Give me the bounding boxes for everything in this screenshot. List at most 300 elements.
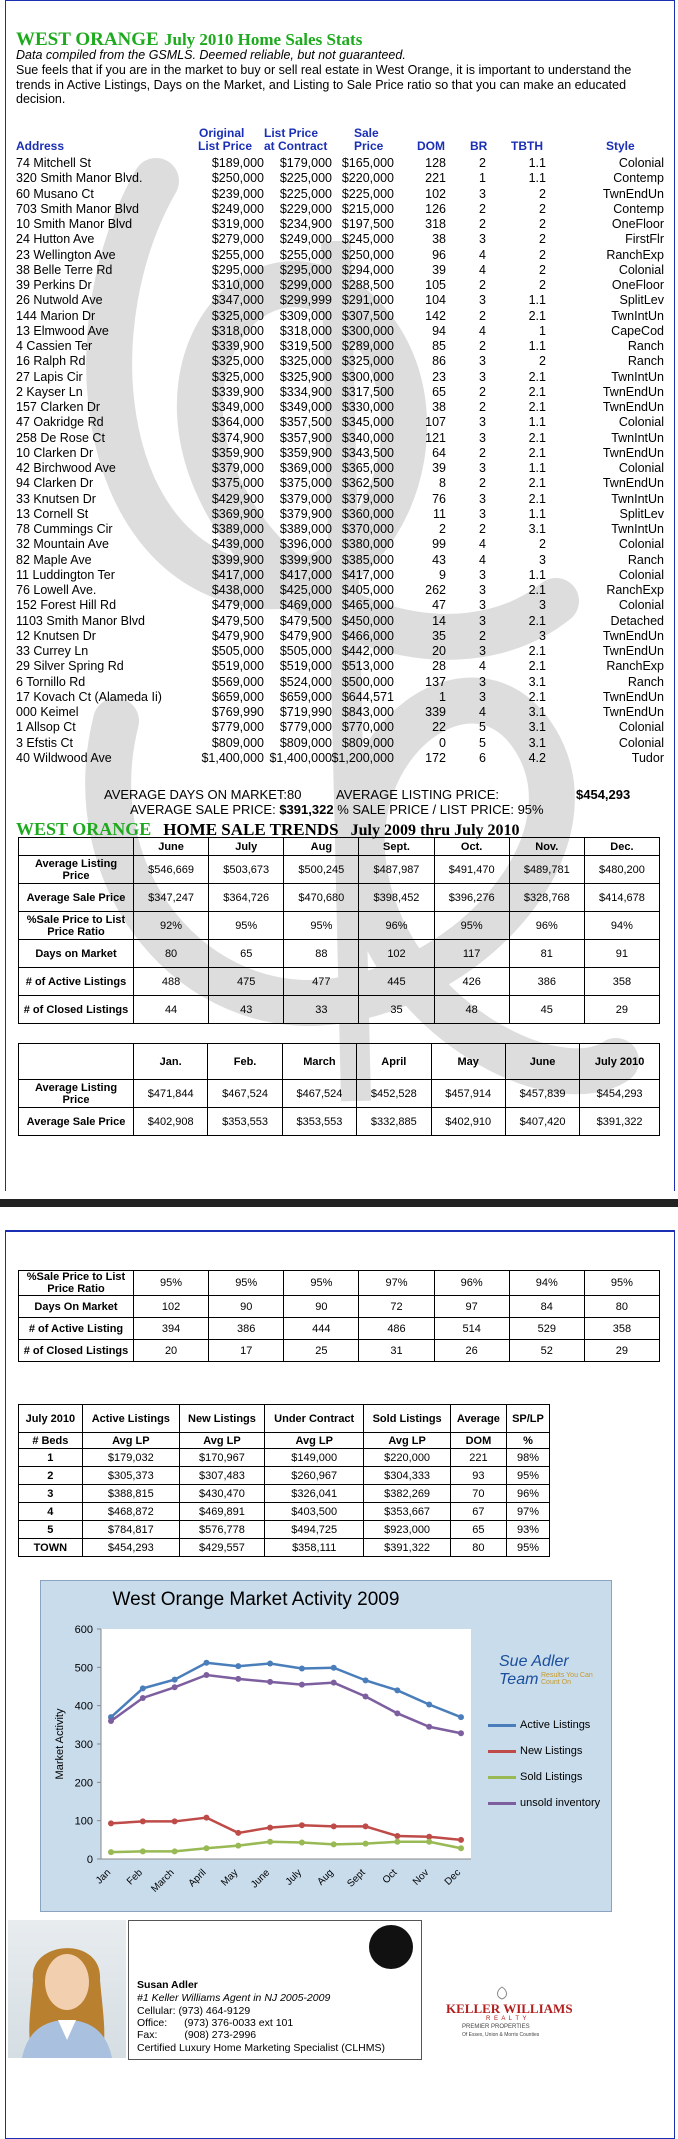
cell-number[interactable]: (973) 464-9129 <box>178 2005 251 2017</box>
listing-contract: $357,900 <box>279 430 332 445</box>
listing-tbth: 3.1 <box>528 735 546 750</box>
listing-sale: $294,000 <box>341 262 394 277</box>
beds-cell-sold: $391,322 <box>364 1539 451 1557</box>
listing-br: 2 <box>479 308 486 323</box>
table-cell: 95% <box>284 912 359 940</box>
table-cell: 94% <box>509 1271 584 1296</box>
table-cell: 92% <box>134 912 209 940</box>
table-cell: $391,322 <box>580 1108 660 1136</box>
listing-dom: 94 <box>432 323 446 338</box>
listing-address: 17 Kovach Ct (Alameda Ii) <box>16 689 162 704</box>
listing-dom: 128 <box>425 156 446 170</box>
listing-orig: $439,000 <box>211 537 264 552</box>
listing-row <box>6 614 674 628</box>
table-cell: 426 <box>434 968 509 996</box>
listing-orig: $295,000 <box>211 262 264 277</box>
listing-contract: $396,000 <box>279 537 332 552</box>
data-point <box>203 1845 209 1851</box>
listing-sale: $307,500 <box>341 308 394 323</box>
listing-br: 4 <box>479 552 486 567</box>
listing-address: 76 Lowell Ave. <box>16 583 97 597</box>
team-tagline: Results You Can Count On <box>541 1672 593 1686</box>
listing-sale: $405,000 <box>341 583 394 597</box>
listing-tbth: 1.1 <box>528 506 546 521</box>
listing-style: Ranch <box>627 339 664 353</box>
beds-cell-active: $388,815 <box>82 1485 179 1503</box>
month-header: Aug <box>284 838 359 856</box>
listing-tbth: 1.1 <box>528 461 546 475</box>
listing-br: 3 <box>479 232 486 247</box>
listing-tbth: 2 <box>539 217 546 231</box>
listing-br: 3 <box>479 598 486 613</box>
listing-sale: $385,000 <box>341 552 394 567</box>
listing-dom: 1 <box>439 689 446 704</box>
header-br: BR <box>470 139 488 153</box>
listing-dom: 126 <box>425 201 446 216</box>
header-original-2: List Price <box>198 139 253 153</box>
y-tick-label: 200 <box>74 1777 93 1790</box>
beds-cell-under: $149,000 <box>265 1449 364 1467</box>
table-cell: 81 <box>509 940 584 968</box>
x-tick-label: Nov <box>410 1867 432 1888</box>
listing-orig: $417,000 <box>211 567 264 582</box>
table-cell: $471,844 <box>134 1080 208 1108</box>
table-cell: 65 <box>209 940 284 968</box>
table-cell: 52 <box>509 1340 584 1362</box>
listing-dom: 99 <box>432 537 446 552</box>
listing-br: 3 <box>479 430 486 445</box>
data-point <box>235 1843 241 1849</box>
listing-row <box>6 720 674 734</box>
listing-style: Colonial <box>618 567 664 582</box>
listing-address: 703 Smith Manor Blvd <box>16 201 139 216</box>
listing-orig: $325,000 <box>211 369 264 384</box>
header-tbth: TBTH <box>511 139 543 153</box>
table-cell: 444 <box>284 1318 359 1340</box>
month-header: June <box>505 1044 579 1080</box>
listing-contract: $524,000 <box>279 674 332 689</box>
listing-dom: 76 <box>432 491 446 506</box>
table-cell: 102 <box>359 940 434 968</box>
table-cell: $328,768 <box>509 884 584 912</box>
listing-address: 24 Hutton Ave <box>16 232 95 247</box>
data-point <box>172 1677 178 1683</box>
listing-row <box>6 278 674 292</box>
table-cell: 117 <box>434 940 509 968</box>
beds-row <box>19 1467 550 1485</box>
listing-dom: 85 <box>432 339 446 353</box>
listing-sale: $300,000 <box>341 369 394 384</box>
listing-sale: $360,000 <box>341 506 394 521</box>
listing-address: 42 Birchwood Ave <box>16 461 116 475</box>
listing-orig: $1,400,000 <box>201 750 264 765</box>
listing-br: 2 <box>479 278 486 292</box>
table-cell: 80 <box>134 940 209 968</box>
month-header: June <box>134 838 209 856</box>
listing-dom: 38 <box>432 232 446 247</box>
data-point <box>331 1665 337 1671</box>
header-sale-2: Price <box>354 139 384 153</box>
data-point <box>140 1695 146 1701</box>
beds-cell-active: $784,817 <box>82 1521 179 1539</box>
listing-orig: $505,000 <box>211 644 264 658</box>
listing-style: TwnEndUn <box>602 628 664 643</box>
listing-style: TwnEndUn <box>602 476 664 491</box>
listing-address: 47 Oakridge Rd <box>16 415 104 430</box>
listing-row <box>6 324 674 338</box>
beds-cell-beds: 2 <box>19 1467 83 1485</box>
listing-tbth: 3.1 <box>528 720 546 735</box>
listing-contract: $1,400,000 <box>269 750 332 765</box>
listing-tbth: 1.1 <box>528 171 546 186</box>
listing-tbth: 1.1 <box>528 415 546 430</box>
listing-dom: 65 <box>432 384 446 399</box>
listing-style: Colonial <box>618 415 664 430</box>
listing-row <box>6 492 674 506</box>
listing-address: 33 Currey Ln <box>16 644 89 658</box>
table-cell: $491,470 <box>434 856 509 884</box>
listing-style: RanchExp <box>606 247 664 262</box>
data-point <box>267 1661 273 1667</box>
beds-cell-active: $179,032 <box>82 1449 179 1467</box>
table-cell: 95% <box>209 1271 284 1296</box>
listing-tbth: 1.1 <box>528 339 546 353</box>
kw-realty: R E A L T Y <box>486 2016 528 2022</box>
month-header: Feb. <box>208 1044 282 1080</box>
avg-dom-label: AVERAGE DAYS ON MARKET: <box>104 787 288 802</box>
table-cell: $467,524 <box>208 1080 282 1108</box>
table-cell: $457,914 <box>431 1080 505 1108</box>
listing-row <box>6 476 674 490</box>
listing-row <box>6 568 674 582</box>
listing-row <box>6 202 674 216</box>
listing-br: 3 <box>479 461 486 475</box>
listing-row <box>6 461 674 475</box>
listing-style: TwnEndUn <box>602 705 664 719</box>
data-point <box>394 1710 400 1716</box>
listing-orig: $318,000 <box>211 323 264 338</box>
beds-cell-splp: 98% <box>506 1449 549 1467</box>
listing-contract: $309,000 <box>279 308 332 323</box>
listing-style: TwnEndUn <box>602 384 664 399</box>
y-tick-label: 0 <box>86 1854 93 1866</box>
listing-sale: $220,000 <box>341 171 394 186</box>
listing-dom: 137 <box>425 674 446 689</box>
listing-orig: $279,000 <box>211 232 264 247</box>
office-number[interactable]: (973) 376-0033 ext 101 <box>184 2017 294 2029</box>
listing-sale: $325,000 <box>341 354 394 369</box>
listing-br: 2 <box>479 217 486 231</box>
listing-address: 38 Belle Terre Rd <box>16 262 113 277</box>
table-row <box>19 968 660 996</box>
beds-header-bottom: Avg LP <box>265 1433 364 1449</box>
header-address: Address <box>16 139 65 153</box>
table-cell: 95% <box>584 1271 659 1296</box>
row-label: %Sale Price to List Price Ratio <box>19 912 134 940</box>
listing-dom: 318 <box>425 217 446 231</box>
table-cell: 45 <box>509 996 584 1024</box>
listing-address: 60 Musano Ct <box>16 186 94 201</box>
row-label: Average Sale Price <box>19 1108 134 1136</box>
beds-cell-new: $430,470 <box>179 1485 264 1503</box>
listing-sale: $245,000 <box>341 232 394 247</box>
listing-contract: $659,000 <box>279 689 332 704</box>
listing-tbth: 3.1 <box>528 522 546 536</box>
beds-cell-sold: $923,000 <box>364 1521 451 1539</box>
listing-address: 29 Silver Spring Rd <box>16 659 124 674</box>
beds-header-bottom: Avg LP <box>364 1433 451 1449</box>
listing-br: 2 <box>479 628 486 643</box>
data-point <box>172 1684 178 1690</box>
listing-tbth: 2 <box>539 537 546 552</box>
data-point <box>235 1830 241 1836</box>
listing-br: 3 <box>479 583 486 597</box>
listing-row <box>6 629 674 643</box>
beds-cell-beds: 3 <box>19 1485 83 1503</box>
listing-tbth: 3 <box>539 552 546 567</box>
agent-title: #1 Keller Williams Agent in NJ 2005-2009 <box>137 1992 331 2004</box>
listing-style: TwnEndUn <box>602 689 664 704</box>
beds-row <box>19 1449 550 1467</box>
listing-sale: $379,000 <box>341 491 394 506</box>
listing-sale: $809,000 <box>341 735 394 750</box>
data-point <box>267 1679 273 1685</box>
beds-header-top: Active Listings <box>82 1405 179 1433</box>
header-contract-1: List Price <box>264 126 319 140</box>
listing-br: 3 <box>479 369 486 384</box>
listing-style: TwnIntUn <box>611 522 664 536</box>
listing-dom: 28 <box>432 659 446 674</box>
listing-br: 3 <box>479 613 486 628</box>
listing-orig: $809,000 <box>211 735 264 750</box>
listing-contract: $225,000 <box>279 186 332 201</box>
listing-sale: $362,500 <box>341 476 394 491</box>
listing-row <box>6 171 674 185</box>
data-point <box>458 1714 464 1720</box>
listing-tbth: 4.2 <box>528 750 546 765</box>
listing-style: Ranch <box>627 552 664 567</box>
listing-sale: $500,000 <box>341 674 394 689</box>
beds-cell-beds: 5 <box>19 1521 83 1539</box>
listing-sale: $442,000 <box>341 644 394 658</box>
table-row <box>19 1080 660 1108</box>
row-label: # of Closed Listings <box>19 1340 134 1362</box>
listing-sale: $330,000 <box>341 400 394 414</box>
beds-cell-splp: 93% <box>506 1521 549 1539</box>
row-label: Days On Market <box>19 1296 134 1318</box>
data-point <box>235 1676 241 1682</box>
listing-sale: $291,000 <box>341 293 394 308</box>
table-row <box>19 912 660 940</box>
data-point <box>394 1833 400 1839</box>
beds-cell-dom: 65 <box>450 1521 506 1539</box>
listing-dom: 142 <box>425 308 446 323</box>
listing-address: 32 Mountain Ave <box>16 537 109 552</box>
row-label: Average Listing Price <box>19 856 134 884</box>
listing-style: Colonial <box>618 461 664 475</box>
table-cell: $454,293 <box>580 1080 660 1108</box>
beds-cell-sold: $382,269 <box>364 1485 451 1503</box>
month-header: Dec. <box>584 838 659 856</box>
table-cell: 386 <box>509 968 584 996</box>
table-cell: $364,726 <box>209 884 284 912</box>
listing-address: 152 Forest Hill Rd <box>16 598 117 613</box>
listing-dom: 11 <box>433 506 446 521</box>
table-cell: 31 <box>359 1340 434 1362</box>
listing-br: 6 <box>479 750 486 765</box>
table-cell: 72 <box>359 1296 434 1318</box>
table-row <box>19 1340 660 1362</box>
listing-orig: $769,990 <box>211 705 264 719</box>
listing-contract: $469,000 <box>279 598 332 613</box>
listing-contract: $349,000 <box>279 400 332 414</box>
listing-row <box>6 415 674 429</box>
table-cell: $489,781 <box>509 856 584 884</box>
listing-dom: 0 <box>439 735 446 750</box>
listing-contract: $809,000 <box>279 735 332 750</box>
listing-br: 4 <box>479 659 486 674</box>
table-cell: 35 <box>359 996 434 1024</box>
trends-table-2010-cont <box>18 1270 660 1362</box>
listing-address: 4 Cassien Ter <box>16 339 93 353</box>
listing-orig: $325,000 <box>211 308 264 323</box>
listing-orig: $479,500 <box>211 613 264 628</box>
listing-address: 144 Marion Dr <box>16 308 96 323</box>
agent-cell <box>137 2005 250 2017</box>
listing-br: 3 <box>479 293 486 308</box>
listing-row <box>6 705 674 719</box>
listing-address: 10 Clarken Dr <box>16 445 94 460</box>
avg-ratio-value: 95% <box>517 802 544 817</box>
beds-header-top: Sold Listings <box>364 1405 451 1433</box>
listing-address: 10 Smith Manor Blvd <box>16 217 133 231</box>
listing-orig: $349,000 <box>211 400 264 414</box>
listing-br: 3 <box>479 644 486 658</box>
beds-cell-new: $429,557 <box>179 1539 264 1557</box>
listing-style: Colonial <box>618 735 664 750</box>
agent-photo <box>8 1920 126 2058</box>
listing-row <box>6 156 674 170</box>
listing-address: 320 Smith Manor Blvd. <box>16 171 143 186</box>
listing-address: 1 Allsop Ct <box>16 720 76 735</box>
table-cell: 96% <box>359 912 434 940</box>
listing-row <box>6 370 674 384</box>
data-point <box>203 1672 209 1678</box>
listing-tbth: 2.1 <box>528 400 546 414</box>
listing-contract: $299,999 <box>279 293 332 308</box>
listing-orig: $310,000 <box>211 278 264 292</box>
listing-br: 2 <box>479 201 486 216</box>
table-cell: $500,245 <box>284 856 359 884</box>
table-cell: 88 <box>284 940 359 968</box>
table-cell: 90 <box>209 1296 284 1318</box>
table-cell: $457,839 <box>505 1080 579 1108</box>
listing-style: OneFloor <box>611 217 664 231</box>
table-cell: 358 <box>584 1318 659 1340</box>
listing-tbth: 2.1 <box>528 491 546 506</box>
listing-contract: $425,000 <box>279 583 332 597</box>
agent-office <box>137 2017 293 2029</box>
table-cell: $467,524 <box>282 1080 356 1108</box>
listing-orig: $255,000 <box>211 247 264 262</box>
x-tick-label: Aug <box>315 1867 336 1888</box>
trends-table-2010 <box>18 1043 660 1136</box>
listing-row <box>6 583 674 597</box>
listing-contract: $234,900 <box>279 217 332 231</box>
listing-address: 13 Cornell St <box>16 506 89 521</box>
listing-br: 4 <box>479 537 486 552</box>
listing-address: 258 De Rose Ct <box>16 430 105 445</box>
fax-label: Fax: <box>137 2029 158 2041</box>
y-tick-label: 600 <box>74 1624 93 1636</box>
table-cell: 488 <box>134 968 209 996</box>
listing-row <box>6 431 674 445</box>
beds-cell-dom: 80 <box>450 1539 506 1557</box>
beds-cell-splp: 97% <box>506 1503 549 1521</box>
beds-cell-dom: 70 <box>450 1485 506 1503</box>
listing-style: RanchExp <box>606 659 664 674</box>
listing-row <box>6 248 674 262</box>
page-one <box>5 0 675 1192</box>
table-cell: 91 <box>584 940 659 968</box>
kw-name: KELLER WILLIAMS <box>446 2001 573 2016</box>
table-cell: 84 <box>509 1296 584 1318</box>
data-point <box>203 1660 209 1666</box>
data-point <box>108 1820 114 1826</box>
listing-tbth: 2.1 <box>528 613 546 628</box>
table-row <box>19 1271 660 1296</box>
listing-sale: $225,000 <box>341 186 394 201</box>
listing-tbth: 2.1 <box>528 476 546 491</box>
data-point <box>140 1818 146 1824</box>
data-point <box>363 1823 369 1829</box>
beds-cell-under: $260,967 <box>265 1467 364 1485</box>
table-cell: 94% <box>584 912 659 940</box>
table-cell: $414,678 <box>584 884 659 912</box>
listing-dom: 221 <box>425 171 446 186</box>
page-subtitle: July 2010 Home Sales Stats <box>164 30 363 49</box>
legend-label: Active Listings <box>520 1719 591 1731</box>
data-point <box>140 1848 146 1854</box>
table-cell: 529 <box>509 1318 584 1340</box>
listing-tbth: 2.1 <box>528 369 546 384</box>
table-row <box>19 1108 660 1136</box>
listing-br: 2 <box>479 476 486 491</box>
data-point <box>267 1839 273 1845</box>
listing-contract: $229,000 <box>279 201 332 216</box>
listing-row <box>6 232 674 246</box>
listing-orig: $379,000 <box>211 461 264 475</box>
beds-row <box>19 1521 550 1539</box>
listing-dom: 339 <box>425 705 446 719</box>
table-row <box>19 1296 660 1318</box>
listing-orig: $369,900 <box>211 506 264 521</box>
listing-orig: $250,000 <box>211 171 264 186</box>
listing-dom: 8 <box>439 476 446 491</box>
listing-sale: $317,500 <box>341 384 394 399</box>
listing-row <box>6 263 674 277</box>
data-point <box>458 1730 464 1736</box>
market-activity-chart <box>40 1580 612 1912</box>
agent-cert: Certified Luxury Home Marketing Specialist (CLHMS) <box>137 2042 385 2054</box>
listing-style: RanchExp <box>606 583 664 597</box>
listing-address: 000 Keimel <box>16 705 79 719</box>
x-tick-label: Feb <box>124 1867 145 1888</box>
table-cell: $480,200 <box>584 856 659 884</box>
row-label: # of Closed Listings <box>19 996 134 1024</box>
listing-style: Colonial <box>618 262 664 277</box>
listing-br: 2 <box>479 339 486 353</box>
